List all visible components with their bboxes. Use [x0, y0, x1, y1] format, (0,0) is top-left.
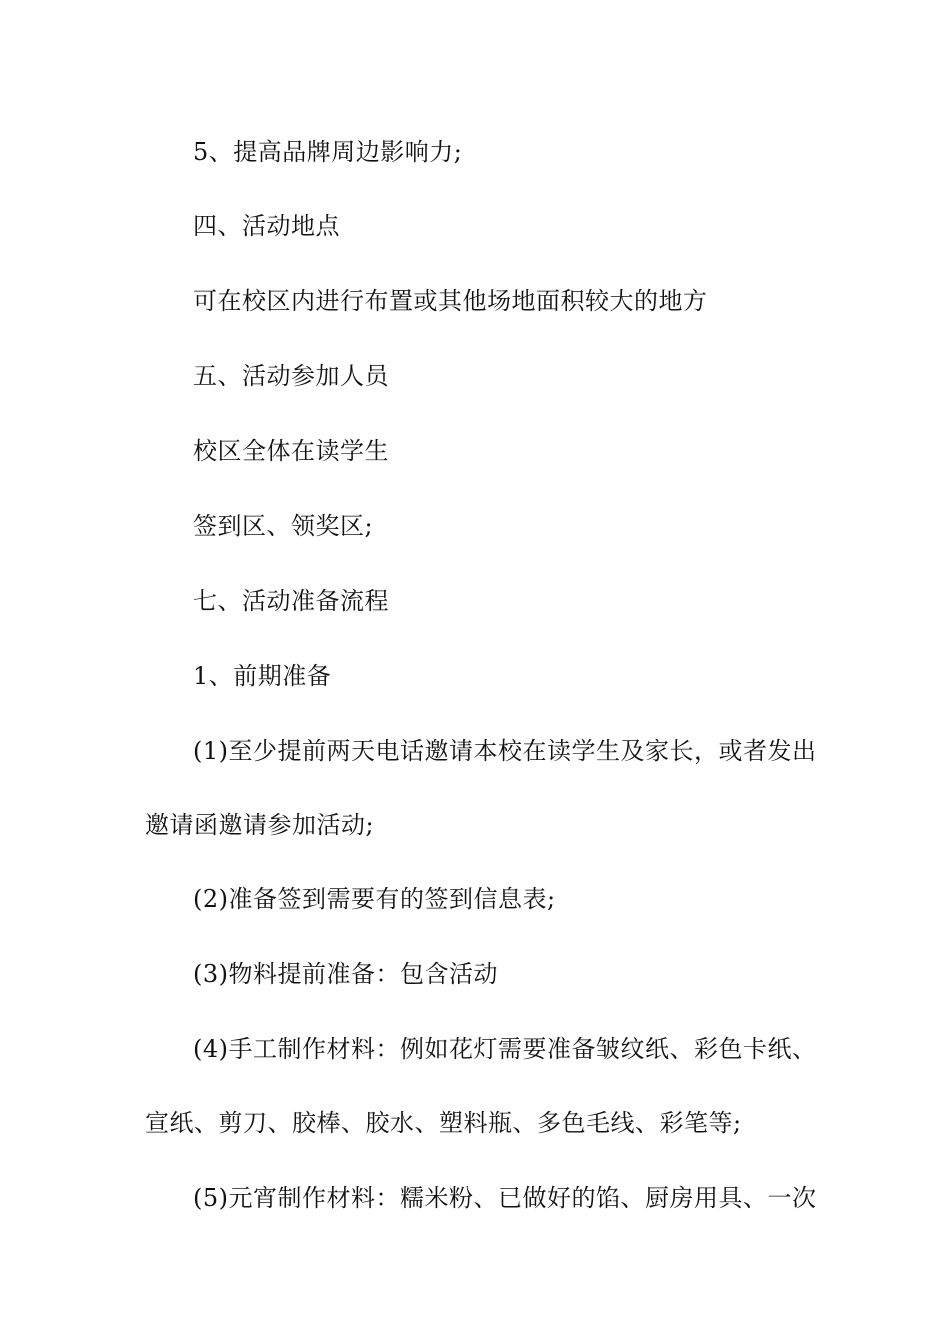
- paragraph-line: (1)至少提前两天电话邀请本校在读学生及家长，或者发出: [193, 737, 817, 765]
- paragraph-line: (4)手工制作材料：例如花灯需要准备皱纹纸、彩色卡纸、: [193, 1035, 817, 1063]
- paragraph-line-continuation: 宣纸、剪刀、胶棒、胶水、塑料瓶、多色毛线、彩笔等;: [145, 1109, 742, 1137]
- paragraph-line: (5)元宵制作材料：糯米粉、已做好的馅、厨房用具、一次: [193, 1184, 817, 1212]
- section-heading: 四、活动地点: [193, 212, 340, 240]
- paragraph-line: 可在校区内进行布置或其他场地面积较大的地方: [193, 287, 708, 315]
- paragraph-line-continuation: 邀请函邀请参加活动;: [145, 811, 375, 839]
- paragraph-line: 5、提高品牌周边影响力;: [193, 138, 463, 166]
- paragraph-line: (2)准备签到需要有的签到信息表;: [193, 885, 556, 913]
- section-heading: 七、活动准备流程: [193, 587, 389, 615]
- subsection-heading: 1、前期准备: [193, 662, 332, 690]
- section-heading: 五、活动参加人员: [193, 362, 389, 390]
- paragraph-line: 签到区、领奖区;: [193, 512, 374, 540]
- paragraph-line: 校区全体在读学生: [193, 437, 389, 465]
- paragraph-line: (3)物料提前准备：包含活动: [193, 960, 498, 988]
